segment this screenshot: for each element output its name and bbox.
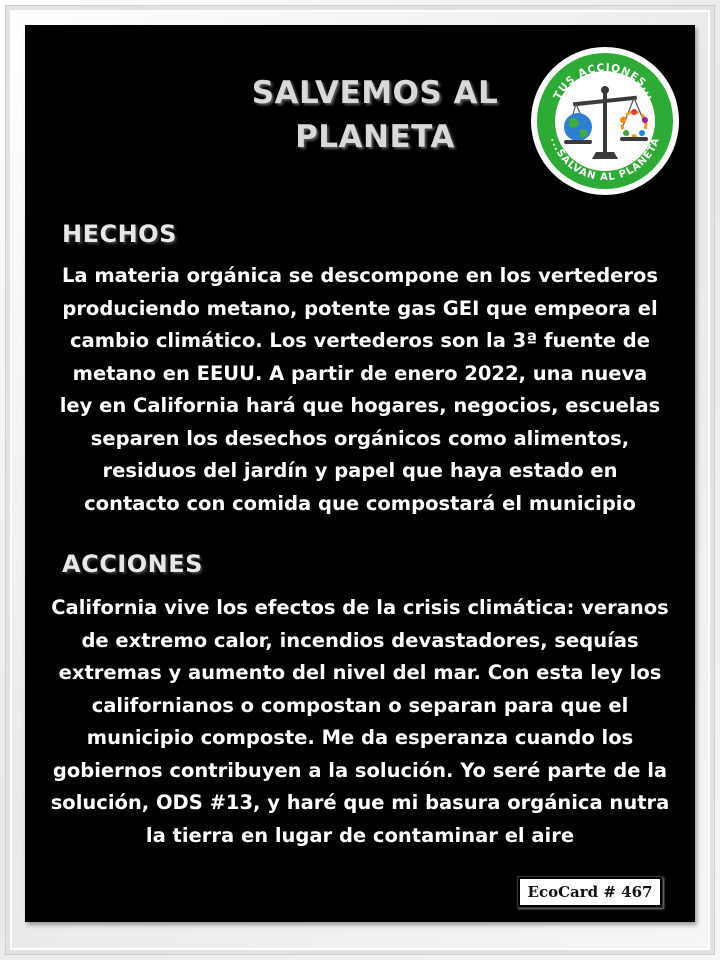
facts-line: La materia orgánica se descompone en los vertederos bbox=[61, 264, 659, 287]
actions-heading: ACCIONES bbox=[62, 550, 203, 578]
logo-top-text: TUS ACCIONES... bbox=[551, 61, 659, 102]
actions-line: extremas y aumento del nivel del mar. Con esta ley los bbox=[58, 661, 662, 684]
facts-line: metano en EEUU. A partir de enero 2022, una nueva bbox=[72, 361, 648, 385]
ecocard-number-badge: EcoCard # 467 bbox=[517, 876, 663, 908]
tus-acciones-logo bbox=[528, 44, 682, 198]
facts-line: residuos del jardín y papel que haya estado en bbox=[102, 459, 618, 482]
facts-line: cambio climático. Los vertederos son la 3ª fuente de bbox=[70, 329, 650, 352]
actions-line: solución, ODS #13, y haré que mi basura orgánica nutra bbox=[50, 791, 670, 814]
actions-line: municipio composte. Me da esperanza cuando los bbox=[86, 726, 634, 749]
card-title bbox=[185, 71, 565, 159]
ecocard bbox=[25, 25, 695, 922]
title-line-2: PLANETA bbox=[295, 119, 455, 155]
title-line-1: SALVEMOS AL bbox=[251, 75, 499, 111]
actions-line: gobiernos contribuyen a la solución. Yo seré parte de la bbox=[52, 758, 668, 782]
actions-line: California vive los efectos de la crisis climática: veranos bbox=[51, 596, 669, 619]
facts-line: ley en California hará que hogares, negocios, escuelas bbox=[59, 394, 661, 417]
facts-line: contacto con comida que compostará el municipio bbox=[84, 491, 636, 515]
actions-line: californianos o compostan o separan para que el bbox=[91, 693, 629, 717]
facts-line: separen los desechos orgánicos como alimentos, bbox=[90, 426, 630, 450]
facts-heading: HECHOS bbox=[62, 220, 177, 248]
logo-bottom-text: ...SALVAN AL PLANETA bbox=[548, 135, 663, 184]
facts-line: produciendo metano, potente gas GEI que empeora el bbox=[62, 296, 658, 320]
actions-body bbox=[41, 592, 679, 852]
facts-body bbox=[41, 260, 679, 520]
actions-line: la tierra en lugar de contaminar el aire bbox=[145, 823, 575, 847]
actions-line: de extremo calor, incendios devastadores, sequías bbox=[81, 628, 639, 652]
